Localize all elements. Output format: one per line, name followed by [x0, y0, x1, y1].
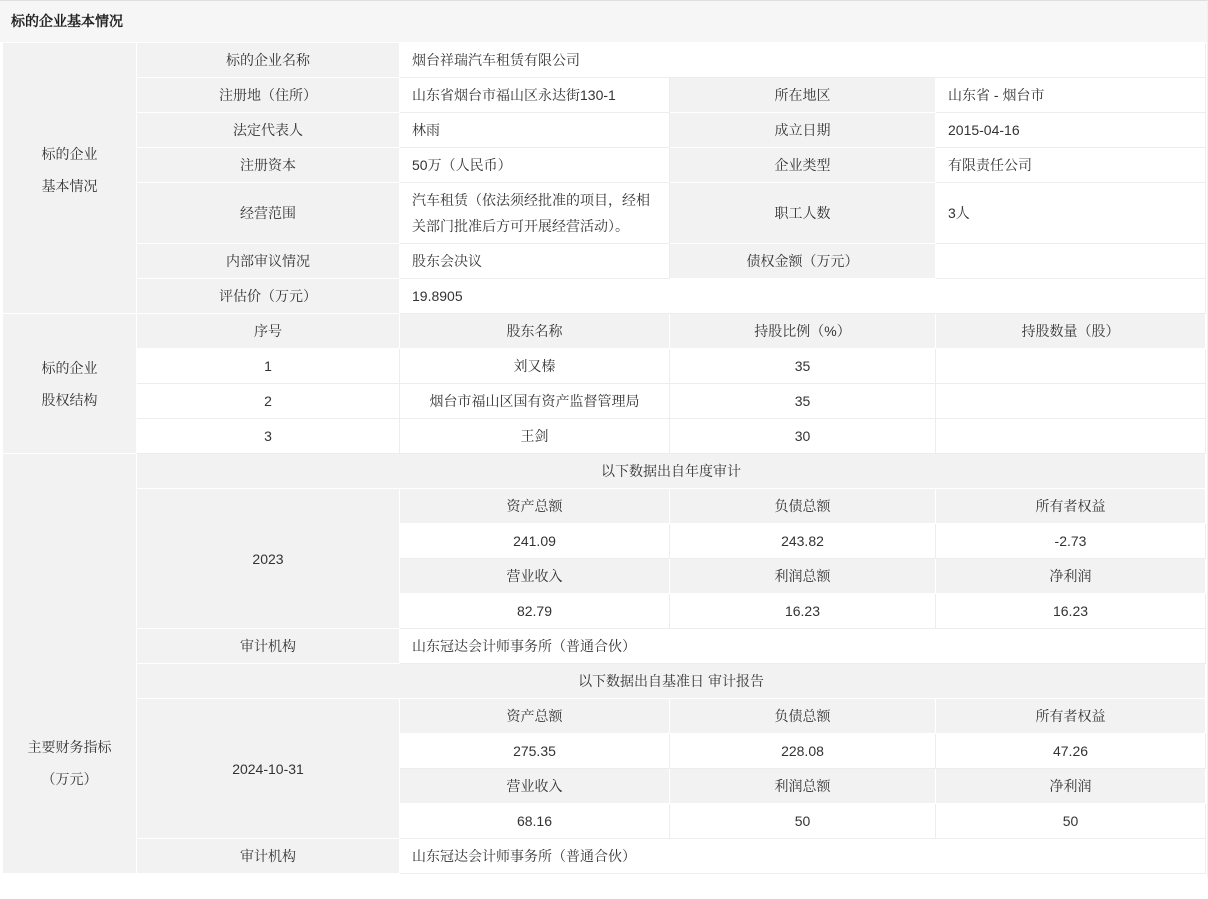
company-type-label: 企业类型 — [670, 148, 936, 183]
section-label-equity-line1: 标的企业 — [41, 359, 98, 376]
equity-header-shares: 持股数量（股） — [936, 314, 1206, 349]
shareholder-name: 王剑 — [400, 419, 670, 454]
fin-header-net-profit: 净利润 — [936, 559, 1206, 594]
fin-header-revenue: 营业收入 — [400, 559, 670, 594]
fin-header-owner-equity: 所有者权益 — [936, 489, 1206, 524]
fin-value-net-profit: 16.23 — [936, 594, 1206, 629]
page-title: 标的企业基本情况 — [0, 1, 1207, 42]
reg-address-value: 山东省烟台市福山区永达街130-1 — [400, 78, 670, 113]
fin-value-net-profit: 50 — [936, 804, 1206, 839]
fin-value-total-assets: 241.09 — [400, 524, 670, 559]
enterprise-info-table — [3, 43, 1206, 874]
internal-review-value: 股东会决议 — [400, 244, 670, 279]
fin-value-total-assets: 275.35 — [400, 734, 670, 769]
section-label-basic-line2: 基本情况 — [41, 178, 98, 194]
appraisal-price-value: 19.8905 — [400, 279, 1206, 314]
auditor-value: 山东冠达会计师事务所（普通合伙） — [400, 629, 1206, 664]
section-label-basic — [3, 43, 137, 314]
table-row — [3, 279, 1206, 314]
auditor-label: 审计机构 — [137, 629, 400, 664]
equity-header-row — [3, 314, 1206, 349]
section-label-financial-line2: （万元） — [41, 771, 98, 787]
fin-header-owner-equity: 所有者权益 — [936, 699, 1206, 734]
debt-amount-label: 债权金额（万元） — [670, 244, 936, 279]
fin-value-total-profit: 50 — [670, 804, 936, 839]
business-scope-label: 经营范围 — [137, 183, 400, 244]
section-label-equity-line2: 股权结构 — [41, 391, 98, 408]
internal-review-label: 内部审议情况 — [137, 244, 400, 279]
fin-value-owner-equity: 47.26 — [936, 734, 1206, 769]
table-row — [3, 183, 1206, 244]
company-name-value: 烟台祥瑞汽车租赁有限公司 — [400, 43, 1206, 78]
fin-value-revenue: 82.79 — [400, 594, 670, 629]
fin-header-total-profit: 利润总额 — [670, 559, 936, 594]
section-label-financial — [3, 454, 137, 874]
fin-header-total-assets: 资产总额 — [400, 489, 670, 524]
shareholder-no: 2 — [137, 384, 400, 419]
debt-amount-value — [936, 244, 1206, 279]
shareholder-no: 3 — [137, 419, 400, 454]
shareholder-row — [3, 419, 1206, 454]
section-label-basic-line1: 标的企业 — [41, 146, 98, 162]
fin-header-total-assets: 资产总额 — [400, 699, 670, 734]
shareholder-row — [3, 349, 1206, 384]
auditor-label: 审计机构 — [137, 839, 400, 874]
fin-header-row — [3, 489, 1206, 524]
reg-address-label: 注册地（住所） — [137, 78, 400, 113]
table-row — [3, 244, 1206, 279]
fin-banner-annual: 以下数据出自年度审计 — [137, 454, 1206, 489]
fin-header-total-profit: 利润总额 — [670, 769, 936, 804]
established-date-value: 2015-04-16 — [936, 113, 1206, 148]
shareholder-shares — [936, 384, 1206, 419]
appraisal-price-label: 评估价（万元） — [137, 279, 400, 314]
region-label: 所在地区 — [670, 78, 936, 113]
fin-header-revenue: 营业收入 — [400, 769, 670, 804]
shareholder-no: 1 — [137, 349, 400, 384]
fin-value-revenue: 68.16 — [400, 804, 670, 839]
fin-header-net-profit: 净利润 — [936, 769, 1206, 804]
staff-count-label: 职工人数 — [670, 183, 936, 244]
shareholder-row — [3, 384, 1206, 419]
shareholder-shares — [936, 349, 1206, 384]
shareholder-name: 烟台市福山区国有资产监督管理局 — [400, 384, 670, 419]
table-row — [3, 43, 1206, 78]
section-label-financial-line1: 主要财务指标 — [27, 739, 112, 755]
company-type-value: 有限责任公司 — [936, 148, 1206, 183]
shareholder-ratio: 35 — [670, 384, 936, 419]
established-date-label: 成立日期 — [670, 113, 936, 148]
fin-banner-annual-row — [3, 454, 1206, 489]
fin-header-total-liabilities: 负债总额 — [670, 699, 936, 734]
shareholder-ratio: 35 — [670, 349, 936, 384]
fin-period-baseline: 2024-10-31 — [137, 699, 400, 839]
fin-banner-baseline-row — [3, 664, 1206, 699]
auditor-row — [3, 629, 1206, 664]
shareholder-shares — [936, 419, 1206, 454]
legal-rep-label: 法定代表人 — [137, 113, 400, 148]
legal-rep-value: 林雨 — [400, 113, 670, 148]
shareholder-ratio: 30 — [670, 419, 936, 454]
fin-header-total-liabilities: 负债总额 — [670, 489, 936, 524]
table-row — [3, 148, 1206, 183]
fin-value-total-profit: 16.23 — [670, 594, 936, 629]
fin-banner-baseline: 以下数据出自基准日 审计报告 — [137, 664, 1206, 699]
fin-header-row — [3, 699, 1206, 734]
table-row — [3, 113, 1206, 148]
auditor-row — [3, 839, 1206, 874]
fin-value-total-liabilities: 228.08 — [670, 734, 936, 769]
reg-capital-label: 注册资本 — [137, 148, 400, 183]
shareholder-name: 刘又榛 — [400, 349, 670, 384]
fin-period-2023: 2023 — [137, 489, 400, 629]
business-scope-value: 汽车租赁（依法须经批准的项目，经相关部门批准后方可开展经营活动）。 — [400, 183, 670, 244]
auditor-value: 山东冠达会计师事务所（普通合伙） — [400, 839, 1206, 874]
table-row — [3, 78, 1206, 113]
reg-capital-value: 50万（人民币） — [400, 148, 670, 183]
region-value: 山东省 - 烟台市 — [936, 78, 1206, 113]
company-name-label: 标的企业名称 — [137, 43, 400, 78]
staff-count-value: 3人 — [936, 183, 1206, 244]
fin-value-total-liabilities: 243.82 — [670, 524, 936, 559]
equity-header-name: 股东名称 — [400, 314, 670, 349]
equity-header-ratio: 持股比例（%） — [670, 314, 936, 349]
fin-value-owner-equity: -2.73 — [936, 524, 1206, 559]
equity-header-no: 序号 — [137, 314, 400, 349]
section-label-equity — [3, 314, 137, 454]
